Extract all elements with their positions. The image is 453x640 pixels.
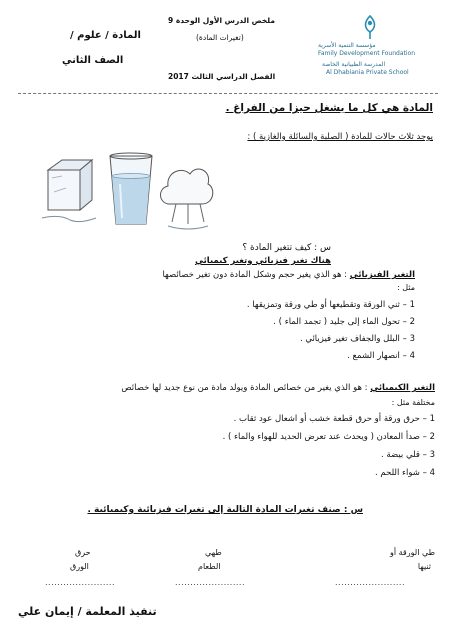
physical-examples-label: مثل : xyxy=(397,283,415,292)
states-of-matter-illustration xyxy=(40,148,215,233)
summary-title: ملخص الدرس الأول الوحدة 9 xyxy=(168,16,275,25)
chemical-definition-continued: مختلفة مثل : xyxy=(391,398,435,407)
classify-item-label: الطعام xyxy=(198,562,221,571)
school-logo-icon xyxy=(358,14,382,40)
term-label: الفصل الدراسي الثالث 2017 xyxy=(168,72,276,81)
water-glass-icon xyxy=(110,153,152,224)
matter-definition: المادة هي كل ما يشغل حيزا من الفراغ . xyxy=(225,102,433,114)
answer-types-of-change: هناك تغير فيزيائي وتغير كيميائي xyxy=(194,256,331,266)
header-divider xyxy=(18,93,438,94)
physical-example: 4 – انصهار الشمع . xyxy=(347,351,415,361)
physical-change-text: : هو الذي يغير حجم وشكل المادة دون تغير خصائصها xyxy=(162,270,350,280)
chemical-example: 3 – قلي بيضة . xyxy=(380,450,435,460)
classify-answer-blank[interactable]: ....................... xyxy=(175,578,245,587)
classify-item-label: طهي xyxy=(205,548,222,557)
chemical-change-text: : هو الذي يغير من خصائص المادة ويولد مادة من نوع جديد لها خصائص xyxy=(121,383,371,393)
physical-example: 1 – ثني الورقة وتقطيعها أو طي ورقة وتمزيقها . xyxy=(246,300,415,310)
org-name-en: Family Development Foundation xyxy=(318,50,416,57)
subject-label: المادة / علوم / xyxy=(70,30,141,41)
lesson-subtitle: (تغيرات المادة) xyxy=(196,33,244,42)
ice-cube-icon xyxy=(42,160,96,222)
classify-answer-blank[interactable]: ....................... xyxy=(335,578,405,587)
steam-cloud-icon xyxy=(161,169,213,229)
chemical-example: 4 – شواء اللحم . xyxy=(375,468,435,478)
teacher-credit: تنفيذ المعلمة / إيمان علي xyxy=(18,605,157,618)
classify-item-label: حرق xyxy=(75,548,91,557)
physical-change-term: التغير الفيزيائي xyxy=(349,270,415,280)
chemical-change-definition xyxy=(121,383,435,393)
classify-item-label: طي الورقة أو xyxy=(390,548,435,557)
question-how-matter-changes: س : كيف تتغير المادة ؟ xyxy=(242,243,331,253)
grade-label: الصف الثاني xyxy=(62,55,124,66)
chemical-change-term: التغير الكيميائي xyxy=(370,383,435,393)
school-name-en: Al Dhabiania Private School xyxy=(326,69,409,76)
classify-item-label: ثنيها xyxy=(417,562,431,571)
states-intro: يوجد ثلاث حالات للمادة ( الصلبة والسائلة والغازية ) : xyxy=(247,132,433,142)
classify-answer-blank[interactable]: ....................... xyxy=(45,578,115,587)
classify-item-label: الورق xyxy=(70,562,89,571)
physical-change-definition xyxy=(162,270,415,280)
chemical-example: 2 – صدأ المعادن ( ويحدث عند تعرض الحديد للهواء والماء ) . xyxy=(222,432,435,442)
physical-example: 3 – البلل والجفاف تغير فيزيائي . xyxy=(299,334,415,344)
chemical-example: 1 – حرق ورقة أو حرق قطعة خشب أو اشعال عود ثقاب . xyxy=(233,414,435,424)
org-name-ar: مؤسسة التنمية الأسرية xyxy=(318,42,376,49)
school-name-ar: المدرسة الظبيانية الخاصة xyxy=(322,61,386,68)
physical-example: 2 – تحول الماء إلى جليد ( تجمد الماء ) . xyxy=(273,317,415,327)
classify-question: س : صنف تغيرات المادة التالية إلى تغيرات فيزيائية وكيميائية . xyxy=(87,505,363,515)
